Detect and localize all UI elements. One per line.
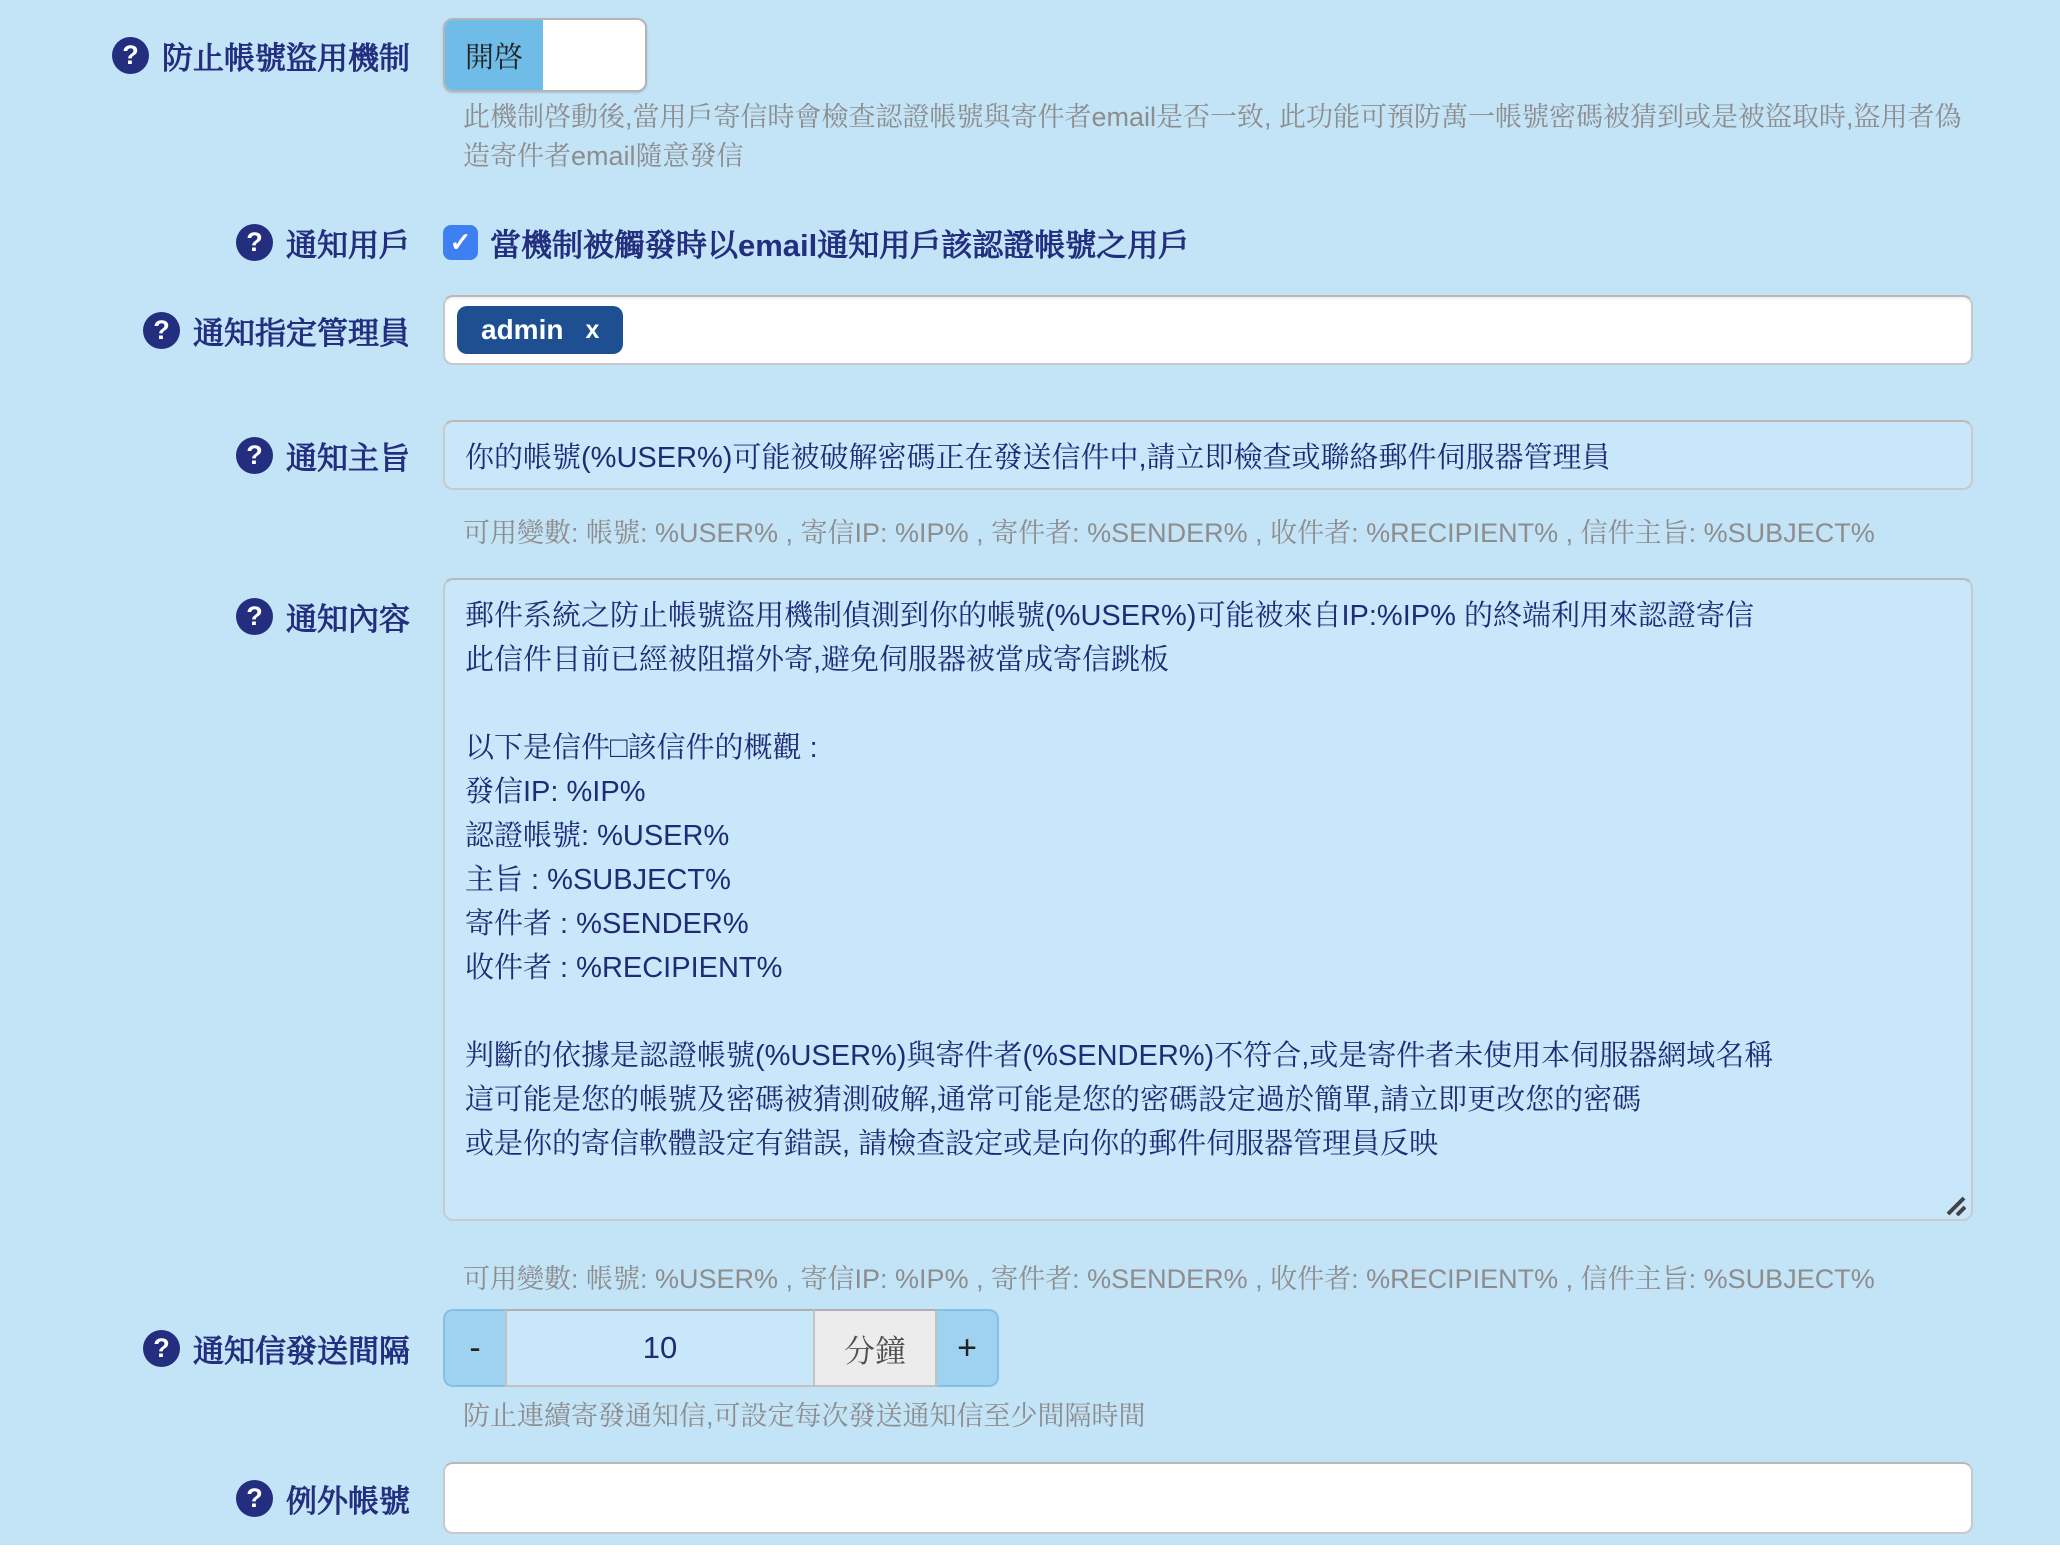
row-interval	[0, 1309, 2060, 1387]
anti-account-theft-settings-page	[0, 18, 2060, 1556]
notify-user-label: 通知用戶	[286, 228, 410, 263]
row-mechanism	[0, 18, 2060, 92]
interval-unit: 分鐘	[815, 1309, 937, 1387]
row-subject	[0, 420, 2060, 490]
increment-button[interactable]: +	[937, 1309, 999, 1387]
notify-admin-label: 通知指定管理員	[193, 315, 410, 351]
help-icon[interactable]: ?	[143, 1330, 180, 1367]
mechanism-help-text: 此機制啓動後,當用戶寄信時會檢查認證帳號與寄件者email是否一致, 此功能可預防萬一帳號密碼被猜到或是被盜取時,盜用者偽造寄件者email隨意發信	[463, 102, 1962, 171]
interval-help-text: 防止連續寄發通知信,可設定每次發送通知信至少間隔時間	[463, 1401, 1146, 1431]
subject-variables-hint: 可用變數: 帳號: %USER% , 寄信IP: %IP% , 寄件者: %SENDER% , 收件者: %RECIPIENT% , 信件主旨: %SUBJECT%	[463, 518, 1875, 548]
help-icon[interactable]: ?	[236, 598, 273, 635]
interval-label: 通知信發送間隔	[193, 1333, 410, 1369]
resize-handle-icon[interactable]	[1940, 1190, 1966, 1216]
toggle-off-segment[interactable]	[543, 20, 645, 90]
content-textarea[interactable]	[443, 578, 1973, 1221]
mechanism-label: 防止帳號盜用機制	[162, 40, 410, 76]
notify-user-checkbox-label[interactable]: 當機制被觸發時以email通知用戶該認證帳號之用戶	[490, 228, 1190, 263]
row-notify-user	[0, 220, 2060, 265]
notify-user-checkbox[interactable]: ✓	[443, 225, 478, 260]
admin-tag-input[interactable]	[443, 295, 1973, 365]
subject-input[interactable]	[443, 420, 1973, 490]
help-icon[interactable]: ?	[236, 1480, 273, 1517]
decrement-button[interactable]: -	[443, 1309, 505, 1387]
subject-label: 通知主旨	[286, 440, 410, 476]
exception-input[interactable]	[443, 1462, 1973, 1534]
admin-tag-text: admin	[481, 314, 564, 345]
help-icon[interactable]: ?	[236, 437, 273, 474]
help-icon[interactable]: ?	[112, 37, 149, 74]
interval-stepper	[443, 1309, 1973, 1387]
interval-value[interactable]: 10	[505, 1309, 815, 1387]
row-notify-admin	[0, 295, 2060, 365]
row-content	[0, 578, 2060, 1226]
help-icon[interactable]: ?	[143, 312, 180, 349]
content-label: 通知內容	[286, 602, 410, 637]
page-bottom-edge	[0, 1545, 2060, 1556]
help-icon[interactable]: ?	[236, 224, 273, 261]
row-exception	[0, 1462, 2060, 1534]
toggle-on-segment[interactable]: 開啓	[445, 20, 543, 90]
exception-label: 例外帳號	[286, 1483, 410, 1519]
mechanism-toggle[interactable]	[443, 18, 647, 92]
admin-tag	[457, 306, 623, 354]
content-variables-hint: 可用變數: 帳號: %USER% , 寄信IP: %IP% , 寄件者: %SENDER% , 收件者: %RECIPIENT% , 信件主旨: %SUBJECT%	[463, 1264, 1875, 1294]
tag-remove-icon[interactable]: x	[585, 315, 600, 344]
